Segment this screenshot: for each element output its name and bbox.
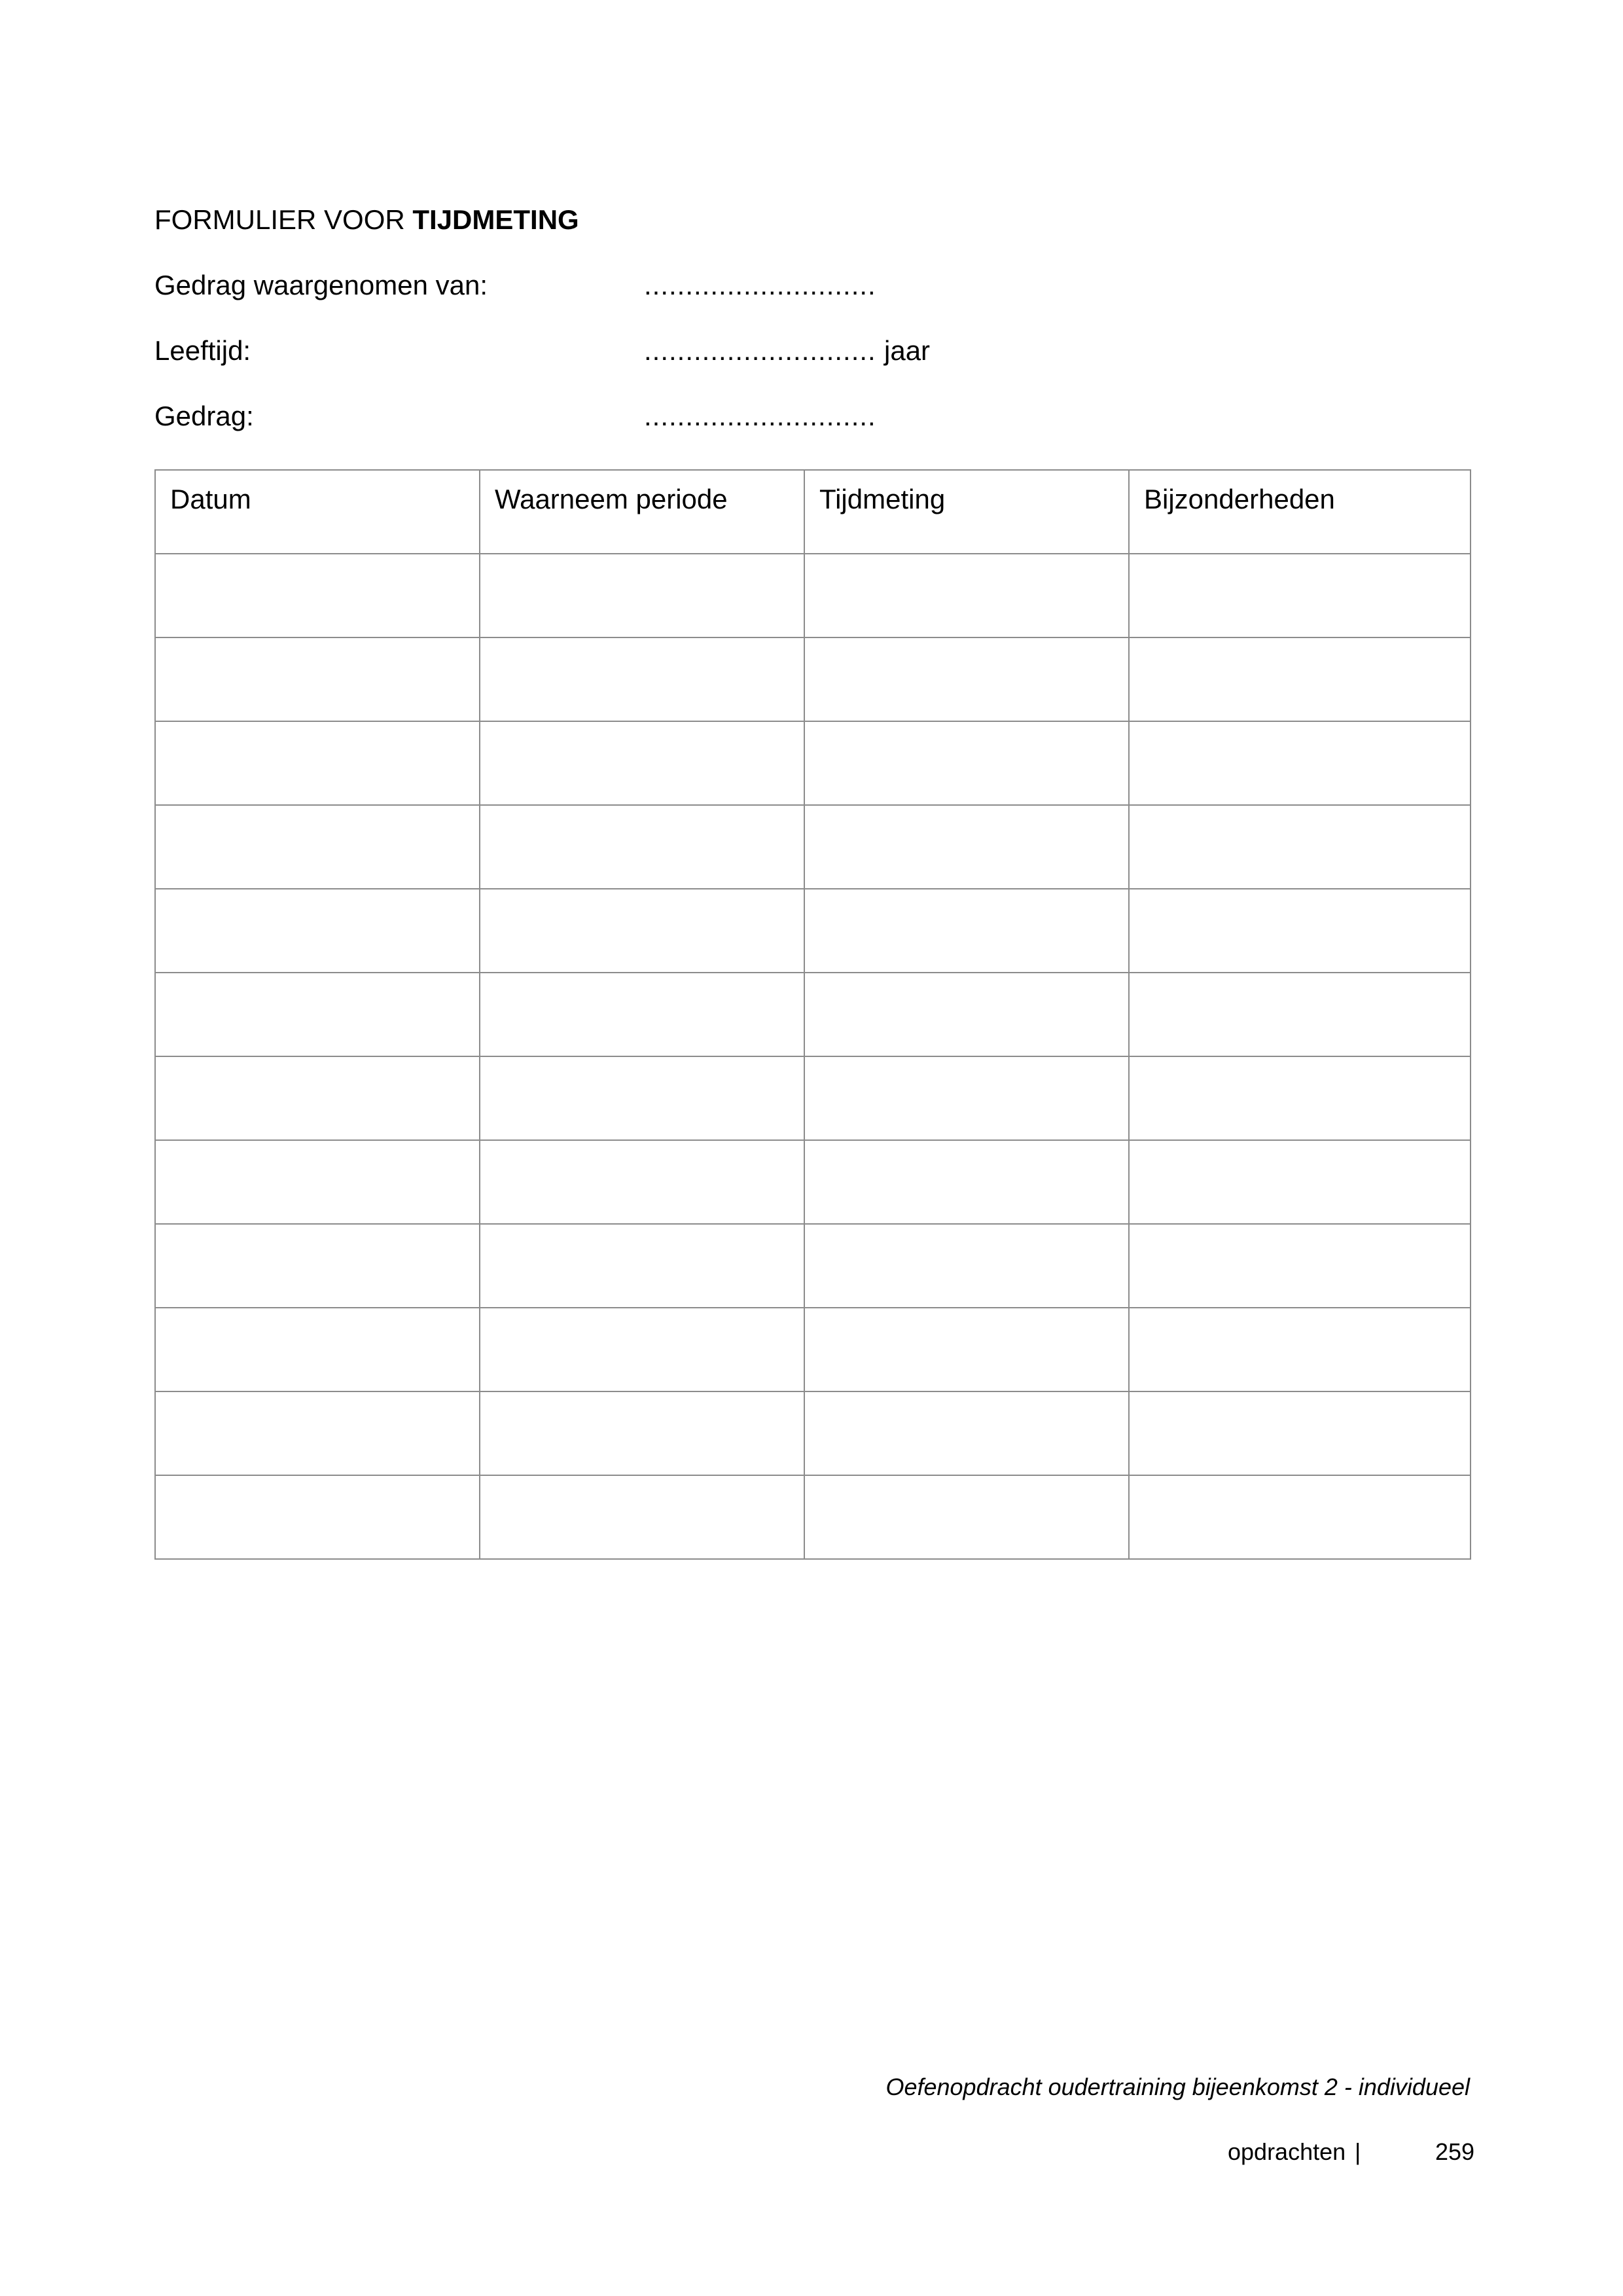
- field-label: Leeftijd:: [154, 335, 251, 366]
- table-cell: [155, 1391, 480, 1475]
- field-observed-of: [154, 267, 1071, 304]
- form-title-bold: TIJDMETING: [412, 204, 579, 235]
- table-row: [155, 1391, 1471, 1475]
- table-cell: [155, 554, 480, 637]
- table-cell: [804, 721, 1129, 805]
- table-cell: [1129, 1056, 1471, 1140]
- time-measurement-table: [154, 469, 1471, 1560]
- table-cell: [804, 1475, 1129, 1559]
- field-blank: ............................: [644, 335, 876, 366]
- table-cell: [804, 805, 1129, 889]
- table-cell: [1129, 973, 1471, 1056]
- table-cell: [804, 554, 1129, 637]
- table-cell: [804, 637, 1129, 721]
- header-label: Tijdmeting: [819, 484, 946, 514]
- table-cell: [1129, 1391, 1471, 1475]
- table-cell: [804, 1056, 1129, 1140]
- table-header-row: [155, 470, 1471, 554]
- table-row: [155, 805, 1471, 889]
- table-body: [155, 554, 1471, 1559]
- table-cell: [804, 1391, 1129, 1475]
- table-cell: [480, 1224, 804, 1308]
- field-blank: ............................: [644, 270, 876, 300]
- table-cell: [804, 889, 1129, 973]
- table-cell: [480, 805, 804, 889]
- table-cell: [1129, 554, 1471, 637]
- table-cell: [480, 554, 804, 637]
- table-row: [155, 1224, 1471, 1308]
- table-cell: [804, 1140, 1129, 1224]
- table-cell: [1129, 805, 1471, 889]
- table-cell: [1129, 1140, 1471, 1224]
- table-row: [155, 889, 1471, 973]
- table-cell: [155, 1224, 480, 1308]
- footer-title: Oefenopdracht oudertraining bijeenkomst 2 - individueel: [885, 2073, 1470, 2100]
- table-cell: [155, 973, 480, 1056]
- table-cell: [804, 973, 1129, 1056]
- table-cell: [155, 1056, 480, 1140]
- table-cell: [480, 1308, 804, 1391]
- header-label: Waarneem periode: [495, 484, 728, 514]
- table-cell: [155, 1308, 480, 1391]
- header-tijdmeting: [804, 470, 1129, 554]
- table-row: [155, 637, 1471, 721]
- footer-section: opdrachten: [1228, 2138, 1346, 2165]
- table-cell: [1129, 721, 1471, 805]
- header-label: Datum: [170, 484, 251, 514]
- table-cell: [480, 1475, 804, 1559]
- table-row: [155, 973, 1471, 1056]
- table-row: [155, 721, 1471, 805]
- table-cell: [155, 889, 480, 973]
- table-cell: [480, 721, 804, 805]
- field-age: [154, 332, 1071, 369]
- field-behavior: [154, 398, 1071, 435]
- page-number: 259: [1435, 2138, 1475, 2165]
- field-blank: ............................: [644, 401, 876, 431]
- table-cell: [480, 973, 804, 1056]
- table-cell: [480, 637, 804, 721]
- form-title-prefix: FORMULIER VOOR: [154, 204, 413, 235]
- table-cell: [480, 889, 804, 973]
- header-bijzonderheden: [1129, 470, 1471, 554]
- table-cell: [480, 1056, 804, 1140]
- table-cell: [155, 637, 480, 721]
- header-datum: [155, 470, 480, 554]
- table-row: [155, 1056, 1471, 1140]
- table-cell: [155, 1475, 480, 1559]
- table-row: [155, 1475, 1471, 1559]
- field-label: Gedrag:: [154, 401, 254, 431]
- header-label: Bijzonderheden: [1144, 484, 1335, 514]
- table-cell: [1129, 1224, 1471, 1308]
- field-unit: jaar: [884, 335, 931, 366]
- table-cell: [480, 1140, 804, 1224]
- field-label: Gedrag waargenomen van:: [154, 270, 488, 300]
- table-row: [155, 554, 1471, 637]
- table-cell: [155, 1140, 480, 1224]
- table-cell: [1129, 637, 1471, 721]
- table-row: [155, 1308, 1471, 1391]
- table-cell: [480, 1391, 804, 1475]
- table-cell: [804, 1308, 1129, 1391]
- footer-separator: |: [1355, 2138, 1361, 2165]
- table-cell: [1129, 1475, 1471, 1559]
- table-row: [155, 1140, 1471, 1224]
- table-cell: [1129, 889, 1471, 973]
- header-waarneem-periode: [480, 470, 804, 554]
- form-title: [154, 202, 579, 238]
- table-cell: [155, 805, 480, 889]
- table-cell: [155, 721, 480, 805]
- table-cell: [1129, 1308, 1471, 1391]
- table-cell: [804, 1224, 1129, 1308]
